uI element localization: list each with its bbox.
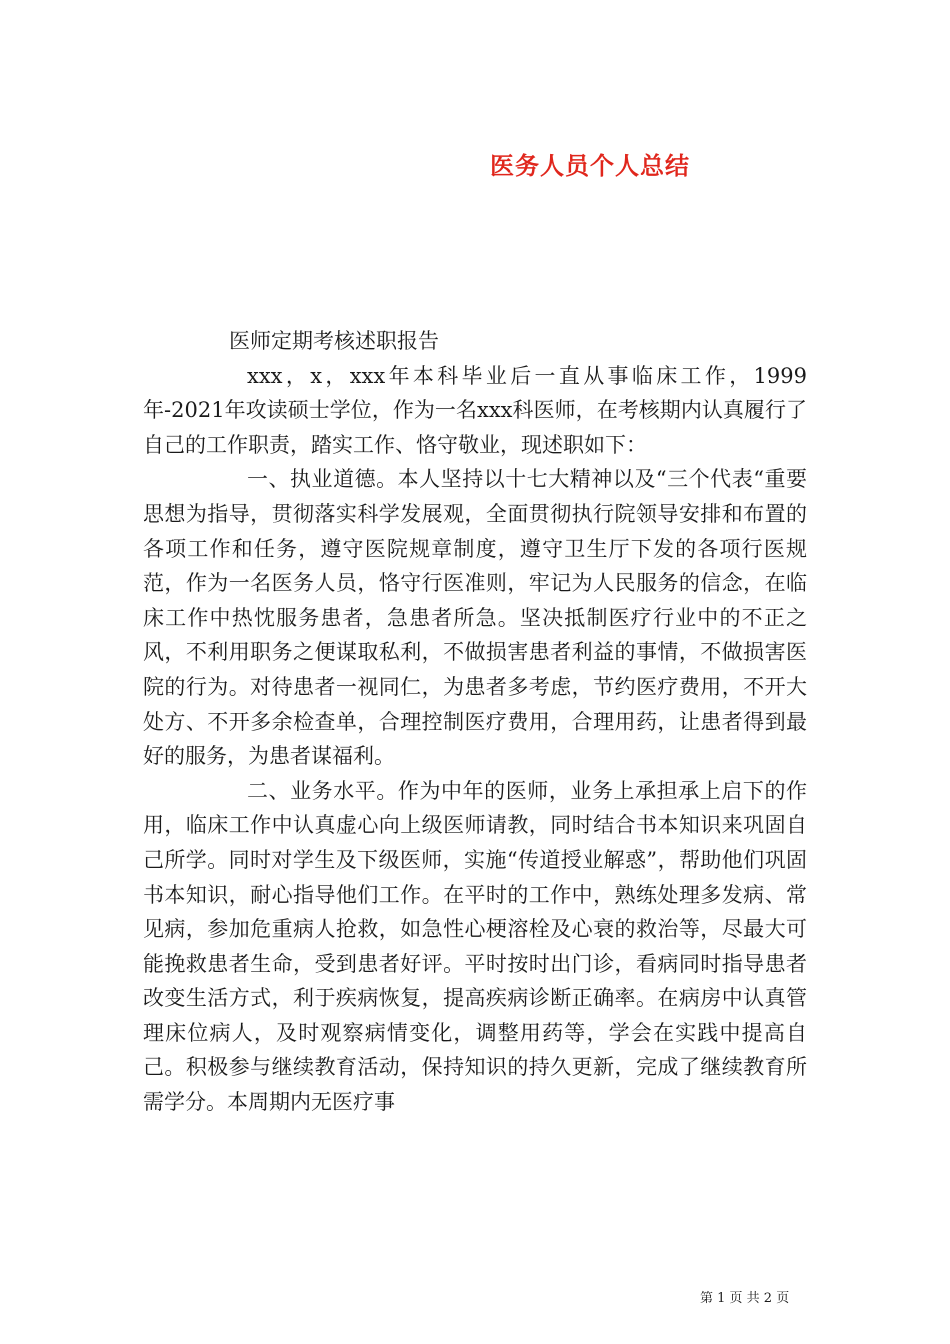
- page-number-footer: 第 1 页 共 2 页: [700, 1291, 790, 1306]
- report-heading: 医师定期考核述职报告: [229, 329, 439, 353]
- paragraph-professional-ethics: 一、执业道德。本人坚持以十七大精神以及“三个代表“重要思想为指导，贯彻落实科学发展观，全面贯彻执行院领导安排和布置的各项工作和任务，遵守医院规章制度，遵守卫生厅下发的各项行医规范，作为一名医务人员，恪守行医准则，牢记为人民服务的信念，在临床工作中热忱服务患者，急患者所急。坚决抵制医疗行业中的不正之风，不利用职务之便谋取私利，不做损害患者利益的事情，不做损害医院的行为。对待患者一视同仁，为患者多考虑，节约医疗费用，不开大处方、不开多余检查单，合理控制医疗费用，合理用药，让患者得到最好的服务，为患者谋福利。: [143, 467, 807, 769]
- paragraph-professional-level: 二、业务水平。作为中年的医师，业务上承担承上启下的作用，临床工作中认真虚心向上级医师请教，同时结合书本知识来巩固自己所学。同时对学生及下级医师，实施“传道授业解惑”，帮助他们巩固书本知识，耐心指导他们工作。在平时的工作中，熟练处理多发病、常见病，参加危重病人抢救，如急性心梗溶栓及心衰的救治等，尽最大可能挽救患者生命，受到患者好评。平时按时出门诊，看病同时指导患者改变生活方式，利于疾病恢复，提高疾病诊断正确率。在病房中认真管理床位病人，及时观察病情变化，调整用药等，学会在实践中提高自己。积极参与继续教育活动，保持知识的持久更新，完成了继续教育所需学分。本周期内无医疗事: [143, 778, 807, 1115]
- paragraph-intro: xxx，x，xxx年本科毕业后一直从事临床工作，1999年-2021年攻读硕士学位，作为一名xxx科医师，在考核期内认真履行了自己的工作职责，踏实工作、恪守敬业，现述职如下：: [143, 363, 807, 457]
- document-title: 医务人员个人总结: [490, 151, 690, 181]
- document-body: [143, 324, 807, 1120]
